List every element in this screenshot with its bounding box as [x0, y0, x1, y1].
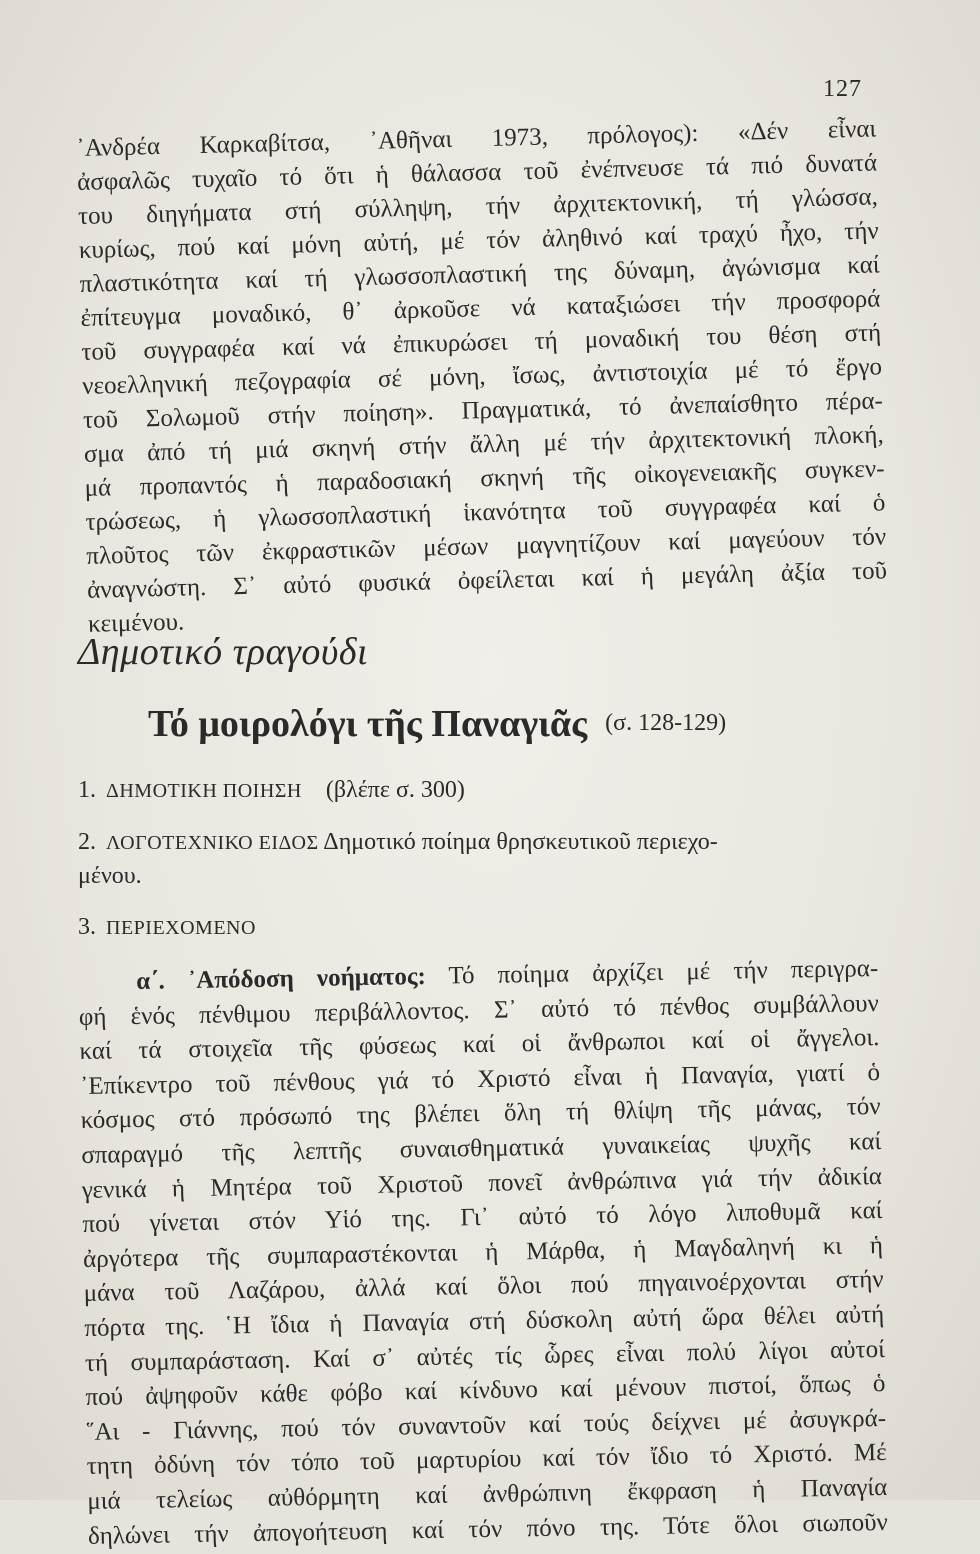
text-line: μάνα τοῦ Λαζάρου, ἀλλά καί ὅλοι πού πηγαινοέρχονται στήν — [83, 1266, 884, 1308]
text-line: ᾿Ανδρέα Καρκαβίτσα, ᾿Αθῆναι 1973, πρόλογος): «Δέν εἶναι — [76, 115, 877, 162]
text-line: ᾿Επίκεντρο τοῦ πένθους γιά τό Χριστό εἶναι ἡ Παναγία, γιατί ὁ — [79, 1058, 881, 1100]
text-line: πλαστικότητα καί τή γλωσσοπλαστική της δύναμη, ἀγώνισμα καί — [79, 251, 880, 298]
item-content — [78, 911, 872, 945]
numbered-items — [78, 774, 872, 963]
text-line: πόρτα της. ῾Η ἴδια ἡ Παναγία στή δύσκολη αὐτή ὥρα θέλει αὐτή — [84, 1300, 885, 1342]
text-line: ἀργότερα τῆς συμπαραστέκονται ἡ Μάρθα, ἡ Μαγδαληνή κι ἡ — [82, 1231, 884, 1273]
text-line: τοῦ συγγραφέα καί νά ἐπικυρώσει τή μοναδική του θέση στή — [81, 319, 882, 366]
item-number: 3. — [78, 914, 96, 940]
text-line: ἐπίτευγμα μοναδικό, θ᾿ ἀρκοῦσε νά καταξιώσει τήν προσφορά — [80, 285, 881, 332]
text-line: μιά τελείως αὐθόρμητη καί ἀνθρώπινη ἔκφραση ἡ Παναγία — [87, 1473, 888, 1515]
text-line: τή συμπαράσταση. Καί σ᾿ αὐτές τίς ὧρες εἶναι πολύ λίγοι αὐτοί — [84, 1335, 886, 1377]
text-line: ῞Αι - Γιάννης, πού τόν συναντοῦν καί τούς δείχνει μέ ἀσυγκρά- — [85, 1404, 887, 1446]
item-number: 1. — [78, 777, 96, 803]
text-line: τητη ὀδύνη τόν τόπο τοῦ μαρτυρίου καί τόν ἴδιο τό Χριστό. Μέ — [86, 1439, 887, 1481]
text-line: φή ἑνός πένθιμου περιβάλλοντος. Σ᾿ αὐτό τό πένθος συμβάλλουν — [78, 989, 880, 1031]
text-line: κόσμος στό πρόσωπό της βλέπει ὅλη τή θλίψη τῆς μάνας, τόν — [80, 1093, 881, 1135]
text-line: δηλώνει τήν ἀπογοήτευση καί τόν πόνο της. Τότε ὅλοι σιωποῦν — [87, 1508, 889, 1550]
item-number: 2. — [78, 829, 96, 855]
intro-paragraph — [76, 112, 888, 641]
subsection-label: α΄. ᾿Απόδοση νοήματος: — [136, 962, 427, 995]
text-line: τρώσεως, ἡ γλωσσοπλαστική ἱκανότητα τοῦ συγγραφέα καί ὁ — [85, 489, 886, 536]
poem-title-row — [148, 702, 726, 746]
text-line-rest: Τό ποίημα ἀρχίζει μέ τήν περιγρα- — [448, 955, 879, 990]
item-label: ΛΟΓΟΤΕΧΝΙΚΟ ΕΙΔΟΣ — [106, 832, 319, 854]
item-text-continuation: μένου. — [78, 863, 142, 889]
text-line: γενικά ἡ Μητέρα τοῦ Χριστοῦ πονεῖ ἀνθρώπινα γιά τήν ἀδικία — [81, 1162, 883, 1204]
item-label: ΠΕΡΙΕΧΟΜΕΝΟ — [106, 917, 256, 939]
text-line: του διηγήματα στή σύλληψη, τήν ἀρχιτεκτονική, τή γλώσσα, — [77, 183, 879, 230]
text-line: κυρίως, πού καί μόνη αὐτή, μέ τόν ἀληθινό καί τραχύ ἦχο, τήν — [78, 217, 879, 264]
text-line: κειμένου. — [87, 608, 185, 638]
text-line: πλοῦτος τῶν ἐκφραστικῶν μέσων μαγνητίζουν καί μαγεύουν τόν — [86, 523, 887, 570]
section-heading: Δημοτικό τραγούδι — [78, 631, 369, 673]
text-line: νεοελληνική πεζογραφία σέ μόνη, ἴσως, ἀντιστοιχία μέ τό ἔργο — [81, 353, 883, 400]
poem-page-range: (σ. 128-129) — [605, 710, 727, 736]
text-line: πού ἀψηφοῦν κάθε φόβο καί κίνδυνο καί μένουν πιστοί, ὅπως ὁ — [85, 1370, 886, 1412]
text-line: σμα ἀπό τή μιά σκηνή στήν ἄλλη μέ τήν ἀρχιτεκτονική πλοκή, — [83, 421, 884, 468]
page-number: 127 — [823, 76, 862, 102]
text-line: καί τά στοιχεῖα τῆς φύσεως καί οἱ ἄνθρωποι καί οἱ ἄγγελοι. — [79, 1024, 880, 1066]
text-line: μά προπαντός ἡ παραδοσιακή σκηνή τῆς οἰκογενειακῆς συγκεν- — [84, 455, 885, 502]
item-text: Δημοτικό ποίημα θρησκευτικοῦ περιεχο- — [323, 829, 718, 855]
item-demotic-poetry — [78, 774, 872, 808]
text-line: πού γίνεται στόν Υἱό της. Γι᾿ αὐτό τό λόγο λιποθυμᾶ καί — [82, 1197, 883, 1239]
text-line: τοῦ Σολωμοῦ στήν ποίηση». Πραγματικά, τό ἀνεπαίσθητο πέρα- — [82, 387, 884, 434]
item-text: (βλέπε σ. 300) — [325, 777, 465, 803]
poem-title: Τό μοιρολόγι τῆς Παναγιᾶς — [148, 703, 588, 745]
text-line: ἀσφαλῶς τυχαῖο τό ὅτι ἡ θάλασσα τοῦ ἐνέπνευσε τά πιό δυνατά — [76, 149, 878, 196]
text-line: ἀναγνώστη. Σ᾿ αὐτό φυσικά ὀφείλεται καί ἡ μεγάλη ἀξία τοῦ — [86, 557, 888, 604]
item-literary-genre — [78, 826, 872, 893]
item-label: ΔΗΜΟΤΙΚΗ ΠΟΙΗΣΗ — [106, 780, 302, 802]
content-paragraph — [78, 952, 888, 1554]
text-line: σπαραγμό τῆς λεπτῆς συναισθηματικά γυναικείας ψυχῆς καί — [81, 1127, 882, 1169]
